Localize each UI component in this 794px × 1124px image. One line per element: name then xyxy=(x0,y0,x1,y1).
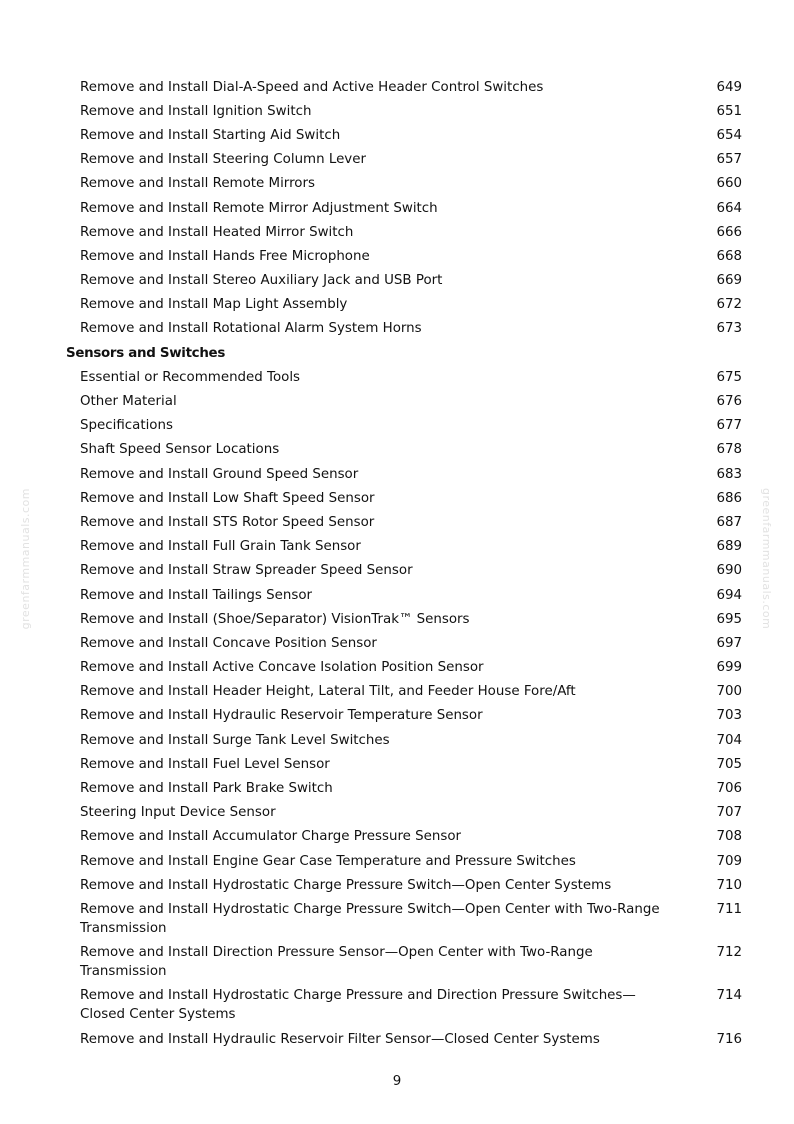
toc-entry-title: Remove and Install Tailings Sensor xyxy=(80,587,313,603)
toc-entry-page: 651 xyxy=(716,103,742,119)
toc-entry-page: 697 xyxy=(716,635,742,651)
toc-entry-title: Remove and Install Hydraulic Reservoir Filter Sensor—Closed Center Systems xyxy=(80,1031,600,1047)
toc-entry-title: Remove and Install Hydrostatic Charge Pressure Switch—Open Center Systems xyxy=(80,877,612,893)
toc-entry[interactable] xyxy=(0,656,794,680)
toc-entry-page: 669 xyxy=(716,273,742,289)
toc-entry[interactable] xyxy=(0,631,794,655)
toc-entry-page: 672 xyxy=(716,297,742,313)
toc-entry-page: 712 xyxy=(716,945,742,961)
toc-entry-page: 677 xyxy=(716,418,742,434)
toc-entry-title: Remove and Install Engine Gear Case Temperature and Pressure Switches xyxy=(80,853,576,869)
toc-entry-page: 700 xyxy=(716,684,742,700)
toc-entry[interactable] xyxy=(0,776,794,800)
toc-entry-title: Remove and Install Straw Spreader Speed Sensor xyxy=(80,563,413,579)
toc-entry-page: 666 xyxy=(716,224,742,240)
toc-entry-page: 709 xyxy=(716,853,742,869)
toc-entry[interactable] xyxy=(0,849,794,873)
toc-entry-title: Remove and Install STS Rotor Speed Sensor xyxy=(80,514,375,530)
toc-entry-title: Remove and Install Remote Mirrors xyxy=(80,176,315,192)
table-of-contents xyxy=(0,75,794,1051)
toc-entry-title: Remove and Install Heated Mirror Switch xyxy=(80,224,354,240)
toc-entry[interactable] xyxy=(0,535,794,559)
toc-entry[interactable] xyxy=(0,897,794,940)
toc-entry[interactable] xyxy=(0,244,794,268)
toc-entry-title: Remove and Install Map Light Assembly xyxy=(80,297,348,313)
toc-entry[interactable] xyxy=(0,123,794,147)
toc-entry-title: Specifications xyxy=(80,418,173,434)
toc-entry-page: 711 xyxy=(716,901,742,917)
toc-entry[interactable] xyxy=(0,414,794,438)
toc-entry-title: Remove and Install Steering Column Lever xyxy=(80,152,366,168)
toc-entry-title: Remove and Install Ignition Switch xyxy=(80,103,312,119)
toc-entry-page: 660 xyxy=(716,176,742,192)
toc-entry-page: 694 xyxy=(716,587,742,603)
toc-entry-page: 707 xyxy=(716,805,742,821)
toc-entry[interactable] xyxy=(0,293,794,317)
watermark-left: greenfarmmanuals.com xyxy=(19,488,32,630)
toc-entry-page: 675 xyxy=(716,369,742,385)
toc-entry-page: 705 xyxy=(716,756,742,772)
toc-entry[interactable] xyxy=(0,438,794,462)
toc-entry-page: 668 xyxy=(716,248,742,264)
toc-entry-page: 687 xyxy=(716,514,742,530)
page-number: 9 xyxy=(392,1074,402,1089)
toc-entry-page: 664 xyxy=(716,200,742,216)
toc-entry-title: Remove and Install Park Brake Switch xyxy=(80,781,333,797)
toc-entry-page: 714 xyxy=(716,988,742,1004)
toc-entry-title: Remove and Install Full Grain Tank Sensor xyxy=(80,539,361,555)
toc-entry[interactable] xyxy=(0,873,794,897)
toc-entry[interactable] xyxy=(0,75,794,99)
toc-entry-title: Remove and Install Starting Aid Switch xyxy=(80,127,341,143)
toc-entry-title: Remove and Install Active Concave Isolation Position Sensor xyxy=(80,660,484,676)
toc-entry-page: 649 xyxy=(716,79,742,95)
toc-entry[interactable] xyxy=(0,583,794,607)
toc-entry[interactable] xyxy=(0,510,794,534)
toc-entry-title: Remove and Install (Shoe/Separator) VisionTrak™ Sensors xyxy=(80,611,470,627)
toc-entry-title: Shaft Speed Sensor Locations xyxy=(80,442,280,458)
toc-entry[interactable] xyxy=(0,172,794,196)
toc-entry-page: 654 xyxy=(716,127,742,143)
toc-entry[interactable] xyxy=(0,389,794,413)
toc-entry-title: Steering Input Device Sensor xyxy=(80,805,276,821)
toc-entry-page: 704 xyxy=(716,732,742,748)
toc-entry[interactable] xyxy=(0,607,794,631)
toc-entry-page: 703 xyxy=(716,708,742,724)
toc-entry[interactable] xyxy=(0,317,794,341)
toc-entry-page: 706 xyxy=(716,781,742,797)
toc-entry-page: 689 xyxy=(716,539,742,555)
toc-entry-title: Essential or Recommended Tools xyxy=(80,369,301,385)
toc-entry-page: 676 xyxy=(716,394,742,410)
toc-entry[interactable] xyxy=(0,752,794,776)
toc-entry[interactable] xyxy=(0,220,794,244)
toc-entry-page: 673 xyxy=(716,321,742,337)
toc-entry-title: Remove and Install Hydrostatic Charge Pressure and Direction Pressure Switches—Closed Center Systems xyxy=(80,988,636,1023)
toc-entry-title: Remove and Install Remote Mirror Adjustment Switch xyxy=(80,200,438,216)
toc-entry[interactable] xyxy=(0,825,794,849)
toc-entry-page: 695 xyxy=(716,611,742,627)
toc-entry[interactable] xyxy=(0,365,794,389)
watermark-right: greenfarmmanuals.com xyxy=(760,488,773,630)
toc-entry[interactable] xyxy=(0,704,794,728)
toc-entry-title: Remove and Install Dial-A-Speed and Active Header Control Switches xyxy=(80,79,544,95)
toc-entry-page: 657 xyxy=(716,152,742,168)
toc-entry-page: 683 xyxy=(716,466,742,482)
toc-section-heading xyxy=(0,341,794,365)
toc-entry-title: Remove and Install Ground Speed Sensor xyxy=(80,466,359,482)
toc-entry-title: Remove and Install Hydraulic Reservoir Temperature Sensor xyxy=(80,708,483,724)
toc-entry-page: 686 xyxy=(716,490,742,506)
toc-entry[interactable] xyxy=(0,680,794,704)
toc-entry[interactable] xyxy=(0,99,794,123)
toc-entry[interactable] xyxy=(0,196,794,220)
toc-entry-title: Other Material xyxy=(80,394,177,410)
section-title: Sensors and Switches xyxy=(66,345,226,361)
toc-entry[interactable] xyxy=(0,728,794,752)
toc-entry[interactable] xyxy=(0,269,794,293)
toc-entry-page: 699 xyxy=(716,660,742,676)
toc-entry-title: Remove and Install Low Shaft Speed Sensor xyxy=(80,490,375,506)
toc-entry[interactable] xyxy=(0,1027,794,1051)
toc-entry[interactable] xyxy=(0,984,794,1027)
toc-entry-title: Remove and Install Hydrostatic Charge Pressure Switch—Open Center with Two-Range Transmission xyxy=(80,901,660,936)
toc-entry[interactable] xyxy=(0,462,794,486)
toc-entry-title: Remove and Install Header Height, Lateral Tilt, and Feeder House Fore/Aft xyxy=(80,684,576,700)
toc-entry-title: Remove and Install Concave Position Sensor xyxy=(80,635,377,651)
toc-entry-page: 678 xyxy=(716,442,742,458)
toc-entry-title: Remove and Install Surge Tank Level Switches xyxy=(80,732,390,748)
toc-entry-title: Remove and Install Direction Pressure Sensor—Open Center with Two-Range Transmission xyxy=(80,945,593,980)
toc-entry[interactable] xyxy=(0,941,794,984)
toc-entry-page: 716 xyxy=(716,1031,742,1047)
toc-entry-page: 708 xyxy=(716,829,742,845)
toc-entry-title: Remove and Install Stereo Auxiliary Jack and USB Port xyxy=(80,273,443,289)
toc-entry-page: 710 xyxy=(716,877,742,893)
toc-entry-title: Remove and Install Accumulator Charge Pressure Sensor xyxy=(80,829,462,845)
toc-entry[interactable] xyxy=(0,148,794,172)
toc-entry-title: Remove and Install Rotational Alarm System Horns xyxy=(80,321,422,337)
toc-entry-page: 690 xyxy=(716,563,742,579)
toc-entry-title: Remove and Install Hands Free Microphone xyxy=(80,248,370,264)
toc-entry[interactable] xyxy=(0,801,794,825)
toc-entry[interactable] xyxy=(0,486,794,510)
toc-entry-title: Remove and Install Fuel Level Sensor xyxy=(80,756,330,772)
toc-entry[interactable] xyxy=(0,559,794,583)
